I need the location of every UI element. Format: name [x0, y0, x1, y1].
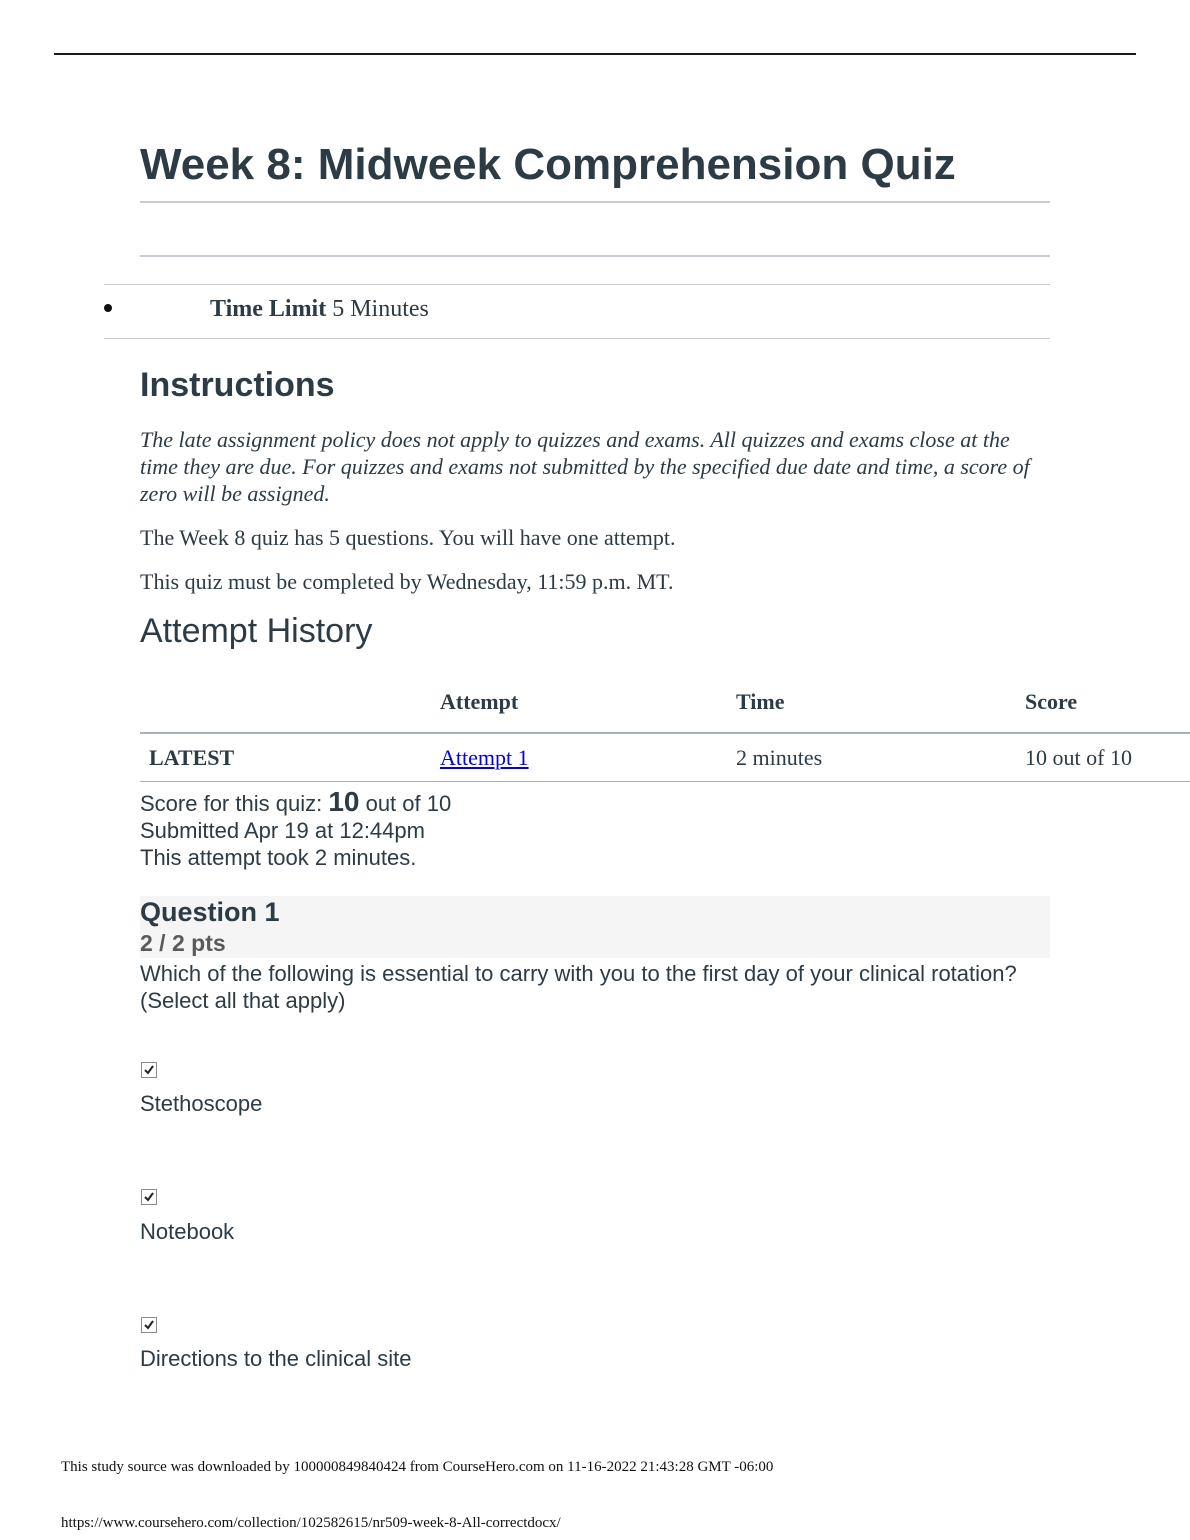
answer-label: Notebook: [140, 1219, 235, 1244]
score-prefix: Score for this quiz:: [140, 791, 329, 816]
column-header-score: Score: [1025, 689, 1078, 714]
attempt-score-cell: 10 out of 10: [1025, 745, 1132, 770]
latest-badge: LATEST: [149, 745, 235, 770]
page-title: Week 8: Midweek Comprehension Quiz: [140, 140, 956, 189]
checkmark-icon: [143, 1191, 155, 1203]
late-policy-text: The late assignment policy does not apply to quizzes and exams. All quizzes and exams close at the time they are due. For quizzes and exams not submitted by the specified due date and time, a score of zero will be assigned.: [140, 427, 1030, 506]
instructions-heading: Instructions: [140, 366, 335, 404]
question-title: Question 1: [140, 897, 280, 927]
answer-checkbox[interactable]: [141, 1062, 157, 1078]
details-top-rule: [104, 284, 1050, 285]
deadline-text: This quiz must be completed by Wednesday, 11:59 p.m. MT.: [140, 569, 674, 594]
time-limit-value: 5 Minutes: [332, 296, 429, 322]
score-summary: [140, 788, 451, 871]
time-limit: [210, 296, 429, 323]
answer-label: Directions to the clinical site: [140, 1346, 412, 1371]
top-rule: [54, 53, 1136, 55]
attempt-1-link[interactable]: Attempt 1: [440, 745, 529, 770]
checkmark-icon: [143, 1064, 155, 1076]
bullet-icon: [104, 304, 112, 312]
question-text: Which of the following is essential to carry with you to the first day of your clinical rotation? (Select all that apply): [140, 961, 1017, 1013]
attempt-time-cell: 2 minutes: [736, 745, 823, 770]
quiz-info-text: The Week 8 quiz has 5 questions. You will have one attempt.: [140, 525, 676, 550]
title-divider: [140, 201, 1050, 203]
checkmark-icon: [143, 1319, 155, 1331]
table-header-rule: [140, 732, 1190, 734]
table-row-rule: [140, 781, 1190, 782]
answer-label: Stethoscope: [140, 1091, 263, 1116]
question-points: 2 / 2 pts: [140, 930, 226, 956]
quiz-score-line: [140, 788, 451, 817]
answer-checkbox[interactable]: [141, 1317, 157, 1333]
column-header-time: Time: [736, 689, 785, 714]
submitted-line: Submitted Apr 19 at 12:44pm: [140, 818, 425, 843]
download-source-note: This study source was downloaded by 100000849840424 from CourseHero.com on 11-16-2022 21:43:28 GMT -06:00: [61, 1459, 774, 1475]
source-url[interactable]: https://www.coursehero.com/collection/102582615/nr509-week-8-All-correctdocx/: [61, 1515, 561, 1531]
details-bottom-rule: [104, 338, 1050, 339]
score-suffix: out of 10: [359, 791, 452, 816]
details-divider: [140, 255, 1050, 257]
attempt-link-cell: [440, 745, 529, 771]
time-limit-label: Time Limit: [210, 296, 327, 322]
column-header-attempt: Attempt: [440, 689, 519, 714]
score-value: 10: [328, 786, 360, 817]
answer-checkbox[interactable]: [141, 1189, 157, 1205]
attempt-history-heading: Attempt History: [140, 612, 373, 650]
duration-line: This attempt took 2 minutes.: [140, 845, 417, 870]
